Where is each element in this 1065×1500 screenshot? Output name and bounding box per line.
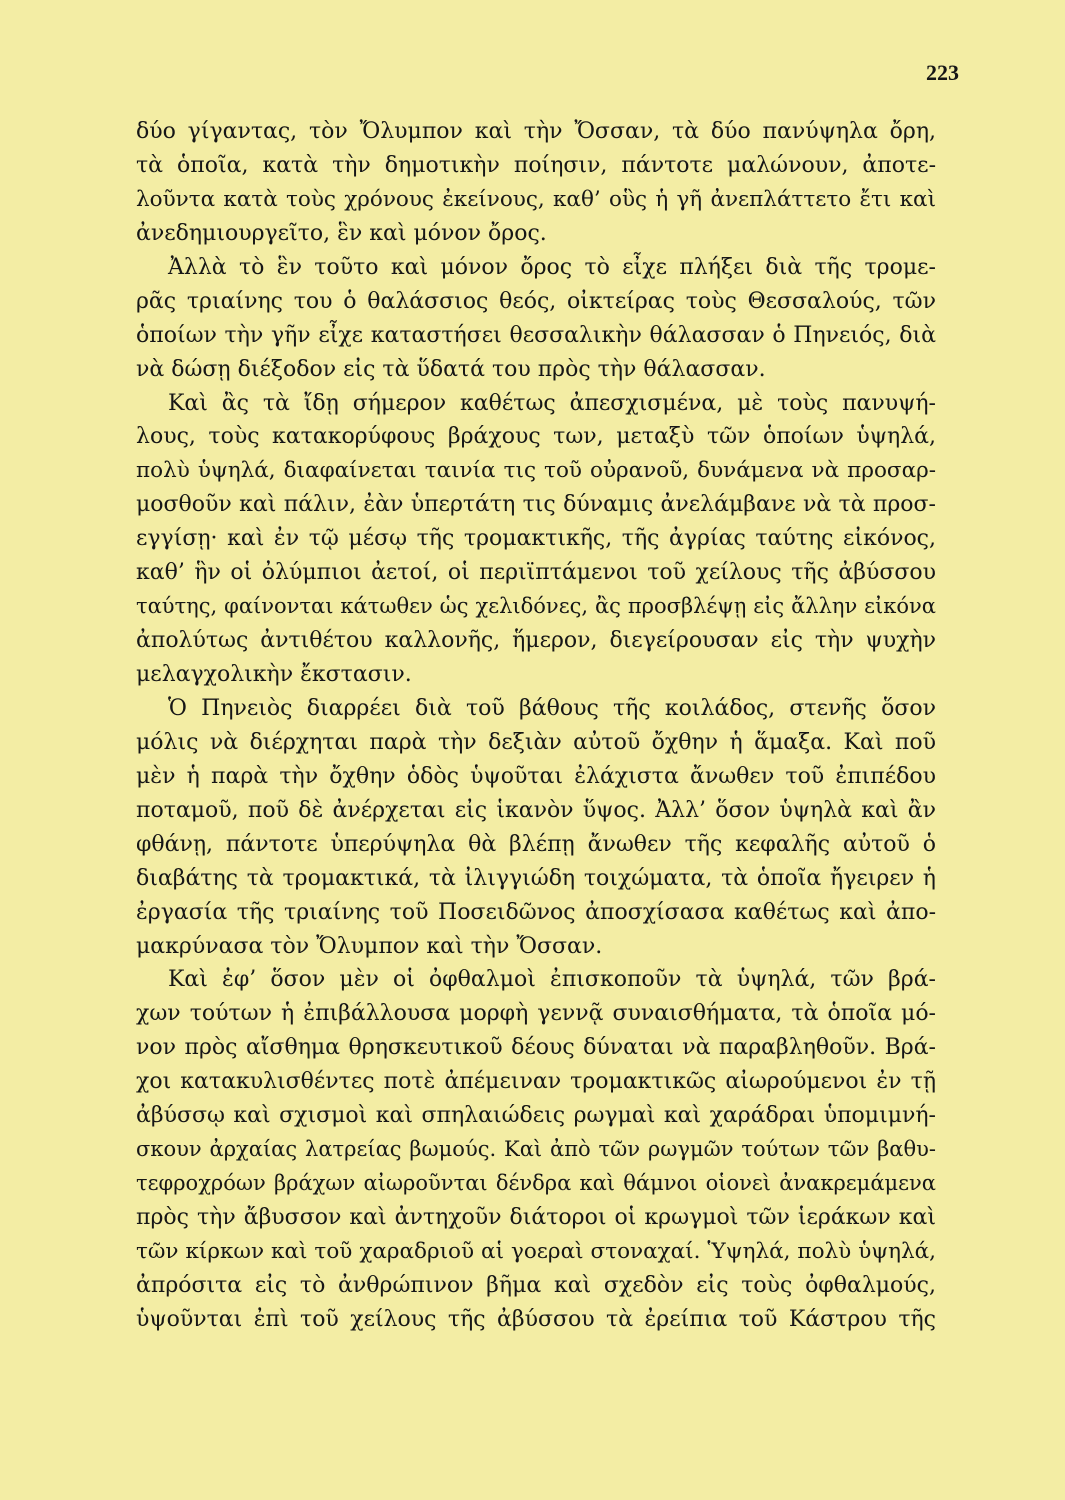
text-line: ποταμοῦ, ποῦ δὲ ἀνέρχεται εἰς ἱκανὸν ὕψος. Ἀλλ’ ὅσον ὑψηλὰ καὶ ἂν [136,797,936,823]
text-line: πολὺ ὑψηλά, διαφαίνεται ταινία τις τοῦ οὐρανοῦ, δυνάμενα νὰ προσαρ- [136,458,936,484]
text-line: ἀπρόσιτα εἰς τὸ ἀνθρώπινον βῆμα καὶ σχεδὸν εἰς τοὺς ὀφθαλμούς, [136,1272,936,1298]
text-line: ρᾶς τριαίνης του ὁ θαλάσσιος θεός, οἰκτείρας τοὺς Θεσσαλούς, τῶν [136,288,936,314]
text-line: πρὸς τὴν ἄβυσσον καὶ ἀντηχοῦν διάτοροι οἱ κρωγμοὶ τῶν ἱεράκων καὶ [136,1205,936,1230]
text-line: μελαγχολικὴν ἔκστασιν. [136,662,412,687]
text-line: ὁποίων τὴν γῆν εἶχε καταστήσει θεσσαλικὴν θάλασσαν ὁ Πηνειός, διὰ [136,322,936,348]
text-line: μὲν ἡ παρὰ τὴν ὄχθην ὁδὸς ὑψοῦται ἐλάχιστα ἄνωθεν τοῦ ἐπιπέδου [136,763,936,789]
text-line: καθ’ ἣν οἱ ὀλύμπιοι ἀετοί, οἱ περιϊπτάμενοι τοῦ χείλους τῆς ἀβύσσου [136,560,936,586]
text-line: ἐργασία τῆς τριαίνης τοῦ Ποσειδῶνος ἀποσχίσασα καθέτως καὶ ἀπο- [136,899,936,925]
text-line: εγγίσῃ· καὶ ἐν τῷ μέσῳ τῆς τρομακτικῆς, τῆς ἀγρίας ταύτης εἰκόνος, [136,526,936,552]
body-text [136,115,936,1337]
text-line: φθάνῃ, πάντοτε ὑπερύψηλα θὰ βλέπῃ ἄνωθεν τῆς κεφαλῆς αὐτοῦ ὁ [136,831,936,857]
text-line: ταύτης, φαίνονται κάτωθεν ὡς χελιδόνες, ἂς προσβλέψῃ εἰς ἄλλην εἰκόνα [136,594,936,619]
text-line: νὰ δώσῃ διέξοδον εἰς τὰ ὕδατά του πρὸς τὴν θάλασσαν. [136,356,766,382]
text-line: διαβάτης τὰ τρομακτικά, τὰ ἰλιγγιώδη τοιχώματα, τὰ ὁποῖα ἤγειρεν ἡ [136,865,936,891]
text-line: ἀπολύτως ἀντιθέτου καλλονῆς, ἥμερον, διεγείρουσαν εἰς τὴν ψυχὴν [136,628,936,654]
page-number: 223 [926,60,959,85]
text-line: τεφροχρόων βράχων αἰωροῦνται δένδρα καὶ θάμνοι οἱονεὶ ἀνακρεμάμενα [136,1171,936,1196]
text-line: Ἀλλὰ τὸ ἓν τοῦτο καὶ μόνον ὄρος τὸ εἶχε πλήξει διὰ τῆς τρομε- [168,254,936,280]
text-line: τὰ ὁποῖα, κατὰ τὴν δημοτικὴν ποίησιν, πάντοτε μαλώνουν, ἀποτε- [136,152,936,178]
text-line: μακρύνασα τὸν Ὄλυμπον καὶ τὴν Ὄσσαν. [136,933,603,959]
text-line: λους, τοὺς κατακορύφους βράχους των, μεταξὺ τῶν ὁποίων ὑψηλά, [136,424,936,450]
text-line: νον πρὸς αἴσθημα θρησκευτικοῦ δέους δύναται νὰ παραβληθοῦν. Βρά- [136,1035,936,1061]
text-line: Καὶ ἂς τὰ ἴδῃ σήμερον καθέτως ἀπεσχισμένα, μὲ τοὺς πανυψή- [168,390,936,416]
text-line: σκουν ἀρχαίας λατρείας βωμούς. Καὶ ἀπὸ τῶν ρωγμῶν τούτων τῶν βαθυ- [136,1137,936,1162]
text-line: δύο γίγαντας, τὸν Ὄλυμπον καὶ τὴν Ὄσσαν, τὰ δύο πανύψηλα ὄρη, [136,119,936,144]
text-line: ὑψοῦνται ἐπὶ τοῦ χείλους τῆς ἀβύσσου τὰ ἐρείπια τοῦ Κάστρου τῆς [136,1306,936,1332]
text-line: λοῦντα κατὰ τοὺς χρόνους ἐκείνους, καθ’ οὓς ἡ γῆ ἀνεπλάττετο ἔτι καὶ [136,186,936,212]
text-line: Ὁ Πηνειὸς διαρρέει διὰ τοῦ βάθους τῆς κοιλάδος, στενῆς ὅσον [168,695,936,721]
text-line: τῶν κίρκων καὶ τοῦ χαραδριοῦ αἱ γοεραὶ στοναχαί. Ὑψηλά, πολὺ ὑψηλά, [136,1238,936,1264]
text-line: μόλις νὰ διέρχηται παρὰ τὴν δεξιὰν αὐτοῦ ὄχθην ἡ ἅμαξα. Καὶ ποῦ [136,729,936,755]
text-line: χοι κατακυλισθέντες ποτὲ ἀπέμειναν τρομακτικῶς αἰωρούμενοι ἐν τῇ [136,1069,936,1095]
text-line: χων τούτων ἡ ἐπιβάλλουσα μορφὴ γεννᾷ συναισθήματα, τὰ ὁποῖα μό- [136,1001,936,1027]
text-line: μοσθοῦν καὶ πάλιν, ἐὰν ὑπερτάτη τις δύναμις ἀνελάμβανε νὰ τὰ προσ- [136,492,936,518]
text-line: Καὶ ἐφ’ ὅσον μὲν οἱ ὀφθαλμοὶ ἐπισκοποῦν τὰ ὑψηλά, τῶν βρά- [168,967,936,993]
text-line: ἀνεδημιουργεῖτο, ἓν καὶ μόνον ὄρος. [136,220,547,246]
text-line: ἀβύσσῳ καὶ σχισμοὶ καὶ σπηλαιώδεις ρωγμαὶ καὶ χαράδραι ὑπομιμνή- [136,1103,936,1129]
